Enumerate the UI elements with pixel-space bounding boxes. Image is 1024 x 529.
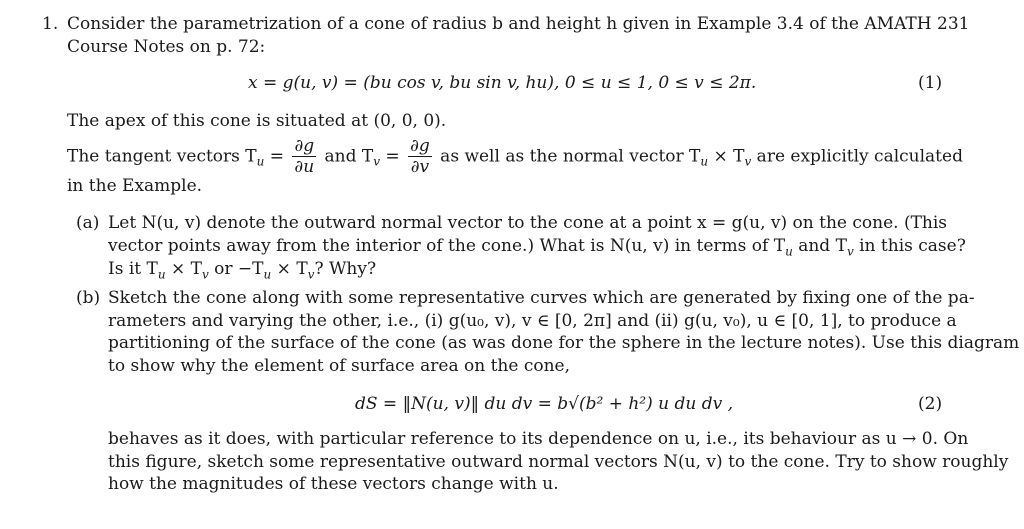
problem-number: 1. bbox=[42, 14, 59, 34]
part-a-line-3-sub-v2: v bbox=[307, 267, 315, 282]
fraction-v-denominator: ∂v bbox=[410, 157, 430, 177]
tangent-v-subscript: v bbox=[373, 154, 381, 169]
equation-2: dS = ‖N(u, v)‖ du dv = b√(b² + h²) u du dv , bbox=[355, 394, 734, 414]
part-a-line-3-sub-v: v bbox=[201, 267, 209, 282]
part-a-line-2-text: vector points away from the interior of the cone.) What is N(u, v) in terms of T bbox=[108, 236, 786, 256]
fraction-u-numerator: ∂g bbox=[294, 136, 315, 156]
part-a-line-3-sub-u: u bbox=[157, 267, 166, 282]
equation-2-number: (2) bbox=[918, 394, 943, 414]
part-a-line-3 bbox=[108, 258, 376, 285]
part-a-line-3-b: × T bbox=[165, 259, 202, 279]
part-a-line-3-d: × T bbox=[271, 259, 308, 279]
fraction-dg-du bbox=[292, 136, 316, 177]
apex-text: The apex of this cone is situated at (0, 0, 0). bbox=[67, 111, 447, 131]
part-a-line-3-c: or −T bbox=[208, 259, 264, 279]
tangent-line-2: in the Example. bbox=[67, 176, 203, 196]
tangent-suffix-2: × T bbox=[708, 146, 745, 167]
part-b-line-1: Sketch the cone along with some representative curves which are generated by fixing one of the pa- bbox=[108, 288, 975, 308]
part-b-line-2: rameters and varying the other, i.e., (i) g(u₀, v), v ∈ [0, 2π] and (ii) g(u, v₀), u ∈ [0, 1], to produce a bbox=[108, 311, 957, 331]
part-b-label: (b) bbox=[76, 288, 101, 308]
part-a-line-2-mid: and T bbox=[792, 236, 847, 256]
part-b-line-7: how the magnitudes of these vectors change with u. bbox=[108, 474, 559, 494]
part-a-sub-v: v bbox=[846, 244, 854, 259]
part-b-line-6: this figure, sketch some representative outward normal vectors N(u, v) to the cone. Try to show roughly bbox=[108, 452, 1009, 472]
part-a-line-2-end: in this case? bbox=[853, 236, 966, 256]
fraction-dg-dv bbox=[408, 136, 432, 177]
fraction-u-denominator: ∂u bbox=[294, 157, 315, 177]
normal-v-subscript: v bbox=[744, 154, 752, 169]
tangent-equals: = bbox=[264, 146, 290, 167]
equation-1: x = g(u, v) = (bu cos v, bu sin v, hu), 0 ≤ u ≤ 1, 0 ≤ v ≤ 2π. bbox=[248, 73, 757, 93]
intro-line-2: Course Notes on p. 72: bbox=[67, 37, 266, 57]
part-a-line-3-a: Is it T bbox=[108, 259, 158, 279]
part-a-line-3-sub-u2: u bbox=[263, 267, 272, 282]
tangent-u-subscript: u bbox=[256, 154, 265, 169]
part-b-line-4: to show why the element of surface area on the cone, bbox=[108, 356, 571, 376]
part-a-sub-u: u bbox=[785, 244, 793, 259]
tangent-and: and T bbox=[319, 146, 374, 167]
part-b-line-3: partitioning of the surface of the cone (as was done for the sphere in the lecture notes). Use this diagram bbox=[108, 333, 1020, 353]
part-a-line-3-e: ? Why? bbox=[314, 259, 377, 279]
tangent-suffix-3: are explicitly calculated bbox=[751, 146, 963, 167]
normal-u-subscript: u bbox=[700, 154, 709, 169]
tangent-suffix: as well as the normal vector T bbox=[434, 146, 701, 167]
fraction-v-numerator: ∂g bbox=[410, 136, 430, 156]
part-a-line-1: Let N(u, v) denote the outward normal vector to the cone at a point x = g(u, v) on the cone. (This bbox=[108, 213, 948, 233]
tangent-prefix: The tangent vectors T bbox=[67, 146, 257, 167]
intro-line-1: Consider the parametrization of a cone of radius b and height h given in Example 3.4 of the AMATH 231 bbox=[67, 14, 970, 34]
tangent-equals-2: = bbox=[380, 146, 406, 167]
part-a-label: (a) bbox=[76, 213, 100, 233]
tangent-vectors-line bbox=[67, 136, 963, 177]
part-b-line-5: behaves as it does, with particular reference to its dependence on u, i.e., its behaviour as u → 0. On bbox=[108, 429, 969, 449]
equation-1-number: (1) bbox=[918, 73, 943, 93]
